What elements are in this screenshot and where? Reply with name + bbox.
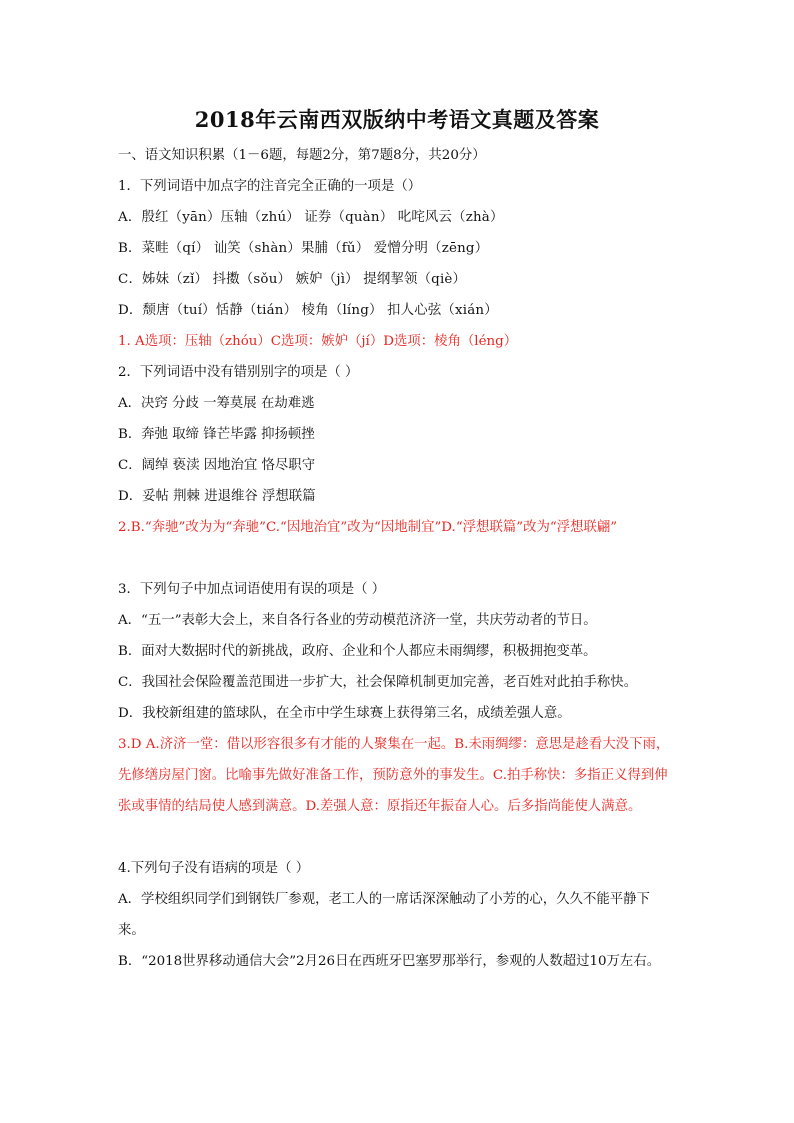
- question-1-stem: 1．下列词语中加点字的注音完全正确的一项是（）: [118, 179, 422, 194]
- question-3-stem: 3．下列句子中加点词语使用有误的项是（ ）: [118, 582, 386, 597]
- question-2-stem: 2．下列词语中没有错别别字的项是（ ）: [118, 365, 359, 380]
- question-2-option-d: D．妥帖 荆棘 进退维谷 浮想联篇: [118, 489, 316, 504]
- question-3-option-b: B．面对大数据时代的新挑战，政府、企业和个人都应未雨绸缪，积极拥抱变革。: [118, 644, 597, 659]
- question-4-option-b: B．“2018世界移动通信大会”2月26日在西班牙巴塞罗那举行，参观的人数超过10万左右。: [118, 954, 661, 969]
- question-4-stem: 4.下列句子没有语病的项是（ ）: [118, 861, 310, 876]
- document-title: 2018年云南西双版纳中考语文真题及答案: [194, 107, 600, 132]
- question-1-option-b: B．菜畦（qí） 讪笑（shàn）果脯（fǔ） 爱憎分明（zēng）: [118, 241, 489, 256]
- question-1-answer: 1. A选项：压轴（zhóu）C选项：嫉妒（jí）D选项：棱角（léng）: [118, 334, 518, 349]
- question-1-option-a: A．殷红（yān）压轴（zhú） 证券（quàn） 叱咤风云（zhà）: [118, 210, 504, 225]
- question-3-option-d: D．我校新组建的篮球队，在全市中学生球赛上获得第三名，成绩差强人意。: [118, 706, 571, 721]
- question-1-option-c: C．姊妹（zǐ） 抖擞（sǒu） 嫉妒（jì） 提纲挈领（qiè）: [118, 272, 467, 287]
- question-1-option-d: D．颓唐（tuí）恬静（tián） 棱角（líng） 扣人心弦（xián）: [118, 303, 498, 318]
- question-3-option-a: A．“五一”表彰大会上，来自各行各业的劳动模范济济一堂，共庆劳动者的节日。: [118, 613, 597, 628]
- question-2-option-c: C．阔绰 亵渎 因地治宜 恪尽职守: [118, 458, 316, 473]
- question-2-answer: 2.B.“奔驰”改为为“奔驰”C.“因地治宜”改为“因地制宜”D.“浮想联篇”改为“浮想联翩”: [118, 520, 618, 535]
- question-2-option-b: B．奔弛 取缔 锋芒毕露 抑扬顿挫: [118, 427, 315, 442]
- question-2-option-a: A．决窍 分歧 一筹莫展 在劫难逃: [118, 396, 315, 411]
- question-3-option-c: C．我国社会保险覆盖范围进一步扩大，社会保障机制更加完善，老百姓对此拍手称快。: [118, 675, 638, 690]
- question-4-option-a: A．学校组织同学们到钢铁厂参观，老工人的一席话深深触动了小芳的心，久久不能平静下来。: [118, 892, 650, 938]
- question-3-answer: 3.D A.济济一堂：借以形容很多有才能的人聚集在一起。B.未雨绸缪：意思是趁看大没下雨，先修缮房屋门窗。比喻事先做好准备工作，预防意外的事发生。C.拍手称快：多指正义得到伸张或事情的结局使人感到满意。D.差强人意：原指还年振奋人心。后多指尚能使人满意。: [118, 737, 670, 814]
- section-heading: 一、语文知识积累（1－6题，每题2分，第7题8分，共20分）: [118, 148, 486, 163]
